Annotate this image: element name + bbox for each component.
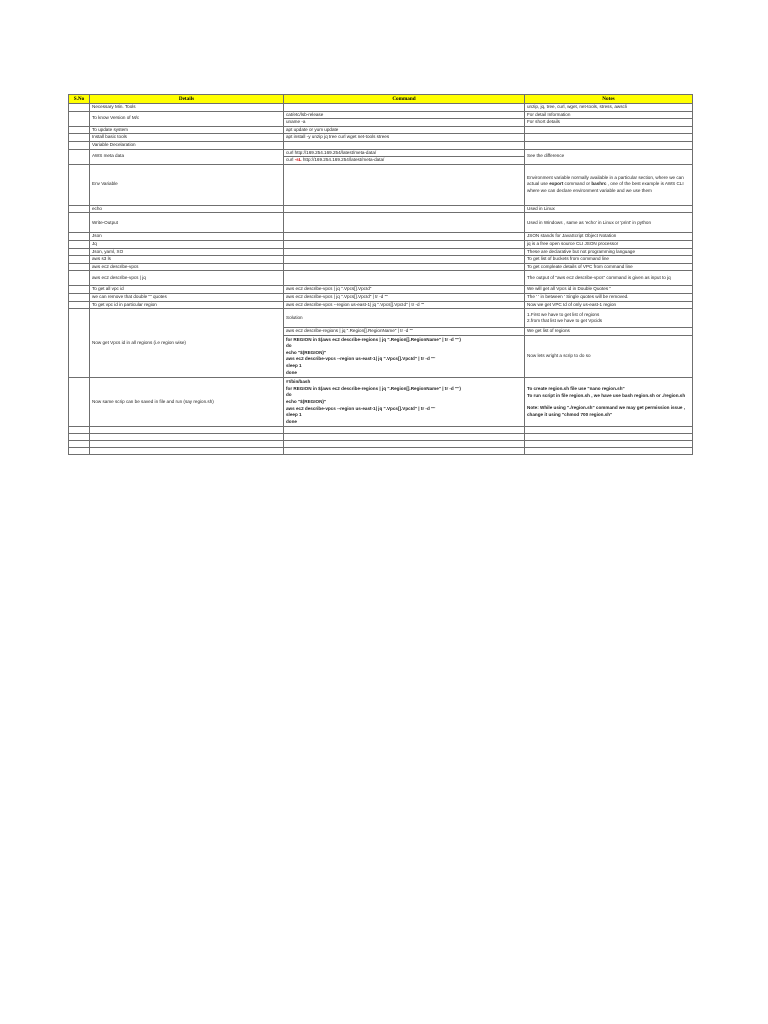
cell-notes[interactable]: [525, 141, 693, 149]
cell-command[interactable]: aws ec2 describe-vpcs | jq ".Vpcs[].VpcId" | tr -d '"': [284, 293, 525, 301]
note-bashrc: bashrc: [591, 181, 607, 187]
cell-notes[interactable]: [525, 448, 693, 455]
cell-command[interactable]: [284, 141, 525, 149]
cell-notes[interactable]: See the difference: [525, 149, 693, 164]
cell-sno[interactable]: [69, 240, 90, 248]
cell-notes[interactable]: The output of "aws ec2 describe-vpcs" command is given as input to jq: [525, 271, 693, 286]
cell-details[interactable]: To update system: [90, 126, 284, 134]
table-row: [69, 104, 693, 112]
note-permission: Note: While using "./region.sh" command we may get permission issue , change it using "chmod 700 region.sh": [527, 405, 686, 417]
table-row: [69, 263, 693, 271]
cell-command[interactable]: [284, 233, 525, 241]
cell-notes[interactable]: 1.First we have to get list of regions 2.from that list we have to get Vpcids: [525, 309, 693, 328]
cell-details[interactable]: Jq: [90, 240, 284, 248]
cell-notes[interactable]: [525, 441, 693, 448]
cell-details[interactable]: we can remove that double "" quotes: [90, 293, 284, 301]
table-row: [69, 271, 693, 286]
table-row: [69, 164, 693, 205]
cell-notes[interactable]: Now lets wright a scrip to do so: [525, 335, 693, 378]
table-row: [69, 286, 693, 294]
script-line: echo "$(REGION)": [286, 349, 327, 355]
cell-command[interactable]: [284, 248, 525, 256]
cell-command[interactable]: [284, 448, 525, 455]
cell-notes[interactable]: [525, 434, 693, 441]
cell-notes[interactable]: Used in Windows , same as 'echo' in Linux or 'print' in python: [525, 213, 693, 233]
cell-sno[interactable]: [69, 164, 90, 205]
table-row: [69, 248, 693, 256]
cell-sno[interactable]: [69, 286, 90, 294]
script-line: do: [286, 343, 292, 349]
table-row: [69, 111, 693, 119]
cell-details[interactable]: [90, 441, 284, 448]
cell-command[interactable]: [284, 164, 525, 205]
header-sno[interactable]: S.No: [69, 95, 90, 104]
curl-flag: -sL: [294, 157, 302, 163]
script-line: for REGION in $(aws ec2 describe-regions | jq ".Region[].RegionName" | tr -d '"'): [286, 385, 461, 391]
note-export: export: [549, 181, 564, 187]
cell-command[interactable]: aws ec2 describe-regions | jq ".Region[].RegionName" | tr -d '"': [284, 328, 525, 336]
cell-notes[interactable]: [525, 427, 693, 434]
cell-notes[interactable]: jq is a free open source CLI JSON processor: [525, 240, 693, 248]
header-details[interactable]: Details: [90, 95, 284, 104]
cell-details[interactable]: aws s3 ls: [90, 256, 284, 264]
cell-notes[interactable]: [525, 126, 693, 134]
cell-details[interactable]: echo: [90, 205, 284, 213]
curl-prefix: curl: [286, 157, 295, 163]
cell-notes[interactable]: We get list of regions: [525, 328, 693, 336]
cell-details[interactable]: [90, 448, 284, 455]
cell-details[interactable]: Necessary Min. Tools: [90, 104, 284, 112]
cell-details[interactable]: aws ec2 describe-vpcs | jq: [90, 271, 284, 286]
cell-notes[interactable]: The ' ' in between ' Single quotes will be removed.: [525, 293, 693, 301]
cell-command[interactable]: [284, 240, 525, 248]
script-line: done: [286, 418, 297, 424]
cell-command[interactable]: curl http://169.254.169.254/latest/meta-data/: [284, 149, 525, 157]
cell-sno[interactable]: [69, 233, 90, 241]
cell-sno[interactable]: [69, 448, 90, 455]
header-notes[interactable]: Notes: [525, 95, 693, 104]
cell-details[interactable]: Json: [90, 233, 284, 241]
cell-details[interactable]: To get all vpc id: [90, 286, 284, 294]
cell-details[interactable]: To get vpc id in particular region: [90, 301, 284, 309]
cell-command[interactable]: [284, 441, 525, 448]
cell-details[interactable]: Install basic tools: [90, 134, 284, 142]
cell-sno[interactable]: [69, 126, 90, 134]
cell-command[interactable]: [284, 256, 525, 264]
note-part: command or: [563, 181, 592, 187]
cell-command[interactable]: [284, 213, 525, 233]
header-row: [69, 95, 693, 104]
cell-details[interactable]: Now get Vpcs id in all regions (i.e region wise): [90, 309, 284, 378]
cell-sno[interactable]: [69, 213, 90, 233]
table-row: [69, 293, 693, 301]
cell-details[interactable]: Write-Output: [90, 213, 284, 233]
cell-sno[interactable]: [69, 427, 90, 434]
cell-command[interactable]: [284, 205, 525, 213]
empty-row: [69, 441, 693, 448]
cell-sno[interactable]: [69, 248, 90, 256]
cell-sno[interactable]: [69, 111, 90, 126]
cell-notes[interactable]: For detail Information: [525, 111, 693, 119]
spreadsheet-table: [68, 94, 693, 455]
cell-notes[interactable]: Now we get VPC Id of only us-east-1 region: [525, 301, 693, 309]
cell-details[interactable]: Variable Decelaration: [90, 141, 284, 149]
cell-details[interactable]: aws ec2 describe-vpcs: [90, 263, 284, 271]
cell-command[interactable]: aws ec2 describe-vpcs | jq ".Vpcs[].VpcId": [284, 286, 525, 294]
cell-details[interactable]: AWS meta data: [90, 149, 284, 164]
note-part: Environment variable normally available in a particular section, where we can actual use: [527, 174, 684, 187]
table-row: [69, 213, 693, 233]
cell-command[interactable]: cat/etc/lsb-release: [284, 111, 525, 119]
empty-row: [69, 448, 693, 455]
cell-command[interactable]: [284, 104, 525, 112]
cell-command[interactable]: [284, 263, 525, 271]
table-row: [69, 141, 693, 149]
cell-sno[interactable]: [69, 149, 90, 164]
cell-command[interactable]: apt update or yum update: [284, 126, 525, 134]
cell-command[interactable]: apt install -y unzip jq tree curl wget net-tools strees: [284, 134, 525, 142]
cell-sno[interactable]: [69, 141, 90, 149]
cell-command[interactable]: Solution: [284, 309, 525, 328]
empty-row: [69, 427, 693, 434]
cell-sno[interactable]: [69, 263, 90, 271]
table-row: [69, 378, 693, 427]
cell-sno[interactable]: [69, 441, 90, 448]
note-create-run: To create region.sh file use "nano region.sh" To run script in file region.sh , we have use bash region.sh or ./region.sh: [527, 386, 686, 398]
empty-row: [69, 434, 693, 441]
cell-sno[interactable]: [69, 309, 90, 378]
script-line: for REGION in $(aws ec2 describe-regions | jq ".Region[].RegionName" | tr -d '"'): [286, 336, 461, 342]
header-command[interactable]: Command: [284, 95, 525, 104]
cell-command[interactable]: [284, 434, 525, 441]
script-line: sleep 1: [286, 363, 302, 369]
cell-command[interactable]: uname -a: [284, 119, 525, 127]
table-row: [69, 205, 693, 213]
table-row: [69, 309, 693, 328]
table-row: [69, 134, 693, 142]
cell-sno[interactable]: [69, 293, 90, 301]
cell-sno[interactable]: [69, 301, 90, 309]
curl-url: http://169.254.169.254/latest/meta-data/: [301, 157, 385, 163]
cell-sno[interactable]: [69, 271, 90, 286]
cell-details[interactable]: [90, 434, 284, 441]
cell-command[interactable]: [284, 378, 525, 427]
cell-details[interactable]: Env Variable: [90, 164, 284, 205]
script-line: aws ec2 describe-vpcs --region us-east-1| jq ".Vpcs[].VpcId" | tr -d '"': [286, 356, 436, 362]
script-line: aws ec2 describe-vpcs --region us-east-1| jq ".Vpcs[].VpcId" | tr -d '"': [286, 405, 436, 411]
cell-notes[interactable]: To get compleate details of VPC from command line: [525, 263, 693, 271]
cell-sno[interactable]: [69, 134, 90, 142]
cell-command[interactable]: aws ec2 describe-vpcs --region us-east-1| jq ".Vpcs[].VpcId" | tr -d '"': [284, 301, 525, 309]
cell-notes[interactable]: Used in Linux: [525, 205, 693, 213]
cell-notes[interactable]: [525, 134, 693, 142]
cell-command[interactable]: [284, 271, 525, 286]
cell-notes[interactable]: To get list of buckets from command line: [525, 256, 693, 264]
cell-notes[interactable]: [525, 378, 693, 427]
script-line: #!/bin/bash: [286, 379, 311, 385]
cell-details[interactable]: Now same scrip can be saved in file and run (say region.sh): [90, 378, 284, 427]
table-row: [69, 126, 693, 134]
cell-command[interactable]: [284, 157, 525, 165]
cell-notes[interactable]: JSON stands for JavaScript Object Notation: [525, 233, 693, 241]
cell-notes[interactable]: For short details: [525, 119, 693, 127]
cell-sno[interactable]: [69, 104, 90, 112]
note-part: , one of the best example is AWS CLI where we can declare environment variable and we use them: [527, 181, 684, 194]
cell-sno[interactable]: [69, 378, 90, 427]
cell-notes[interactable]: unzip, jq, tree, curl, wget, net-tools, stress, awscli: [525, 104, 693, 112]
table-row: [69, 256, 693, 264]
cell-command[interactable]: [284, 427, 525, 434]
cell-notes[interactable]: We will get all Vpcs id in Double Quotes ": [525, 286, 693, 294]
script-line: sleep 1: [286, 412, 302, 418]
cell-sno[interactable]: [69, 256, 90, 264]
cell-details[interactable]: [90, 427, 284, 434]
cell-command[interactable]: [284, 335, 525, 378]
table-row: [69, 301, 693, 309]
cell-details[interactable]: Json, yaml, XO: [90, 248, 284, 256]
script-line: echo "$(REGION)": [286, 399, 327, 405]
cell-sno[interactable]: [69, 205, 90, 213]
cell-notes[interactable]: [525, 164, 693, 205]
cell-details[interactable]: To know Version of M/c: [90, 111, 284, 126]
table-row: [69, 149, 693, 157]
table-row: [69, 233, 693, 241]
table-row: [69, 240, 693, 248]
cell-notes[interactable]: These are declarative but not programming language: [525, 248, 693, 256]
script-line: done: [286, 369, 297, 375]
cell-sno[interactable]: [69, 434, 90, 441]
script-line: do: [286, 392, 292, 398]
